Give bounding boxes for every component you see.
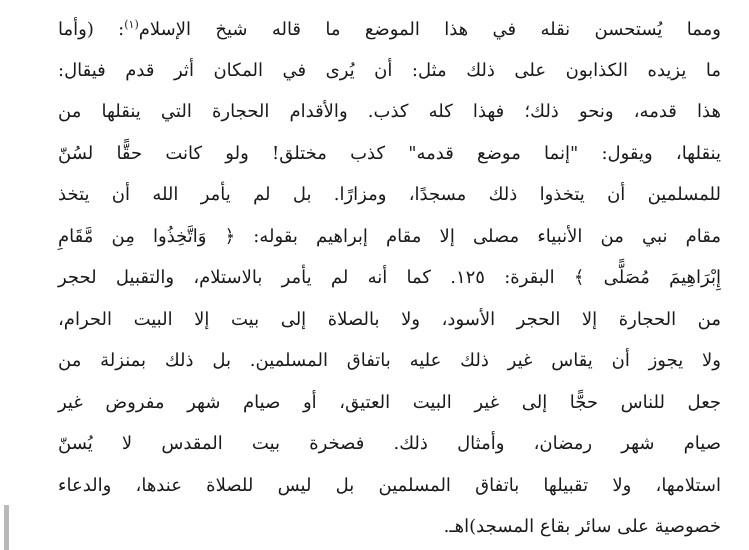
text-line-12: استلامها، ولا تقبيلها باتفاق المسلمين بل ليس للصلاة عندها، والدعاء [58, 475, 721, 496]
text-line-13: خصوصية على سائر بقاع المسجد)اهـ. [443, 516, 721, 537]
text-line-1-main: ومما يُستحسن نقله في هذا الموضع ما قاله شيخ الإسلام [138, 19, 721, 40]
text-line-3: هذا قدمه، ونحو ذلك؛ فهذا كله كذب. والأقدام الحجارة التي ينقلها من [58, 101, 721, 122]
text-line-11: صيام شهر رمضان، وأمثال ذلك. فصخرة بيت المقدس لا يُسنّ [58, 433, 721, 454]
text-line-6: مقام نبي من الأنبياء مصلى إلا مقام إبراهيم بقوله: ﴿ وَاتَّخِذُوا مِن مَّقَامِ [58, 226, 721, 247]
text-line-9: ولا يجوز أن يقاس غير ذلك عليه باتفاق المسلمين. بل ذلك بمنزلة من [58, 350, 721, 371]
text-line-5: للمسلمين أن يتخذوا ذلك مسجدًا، ومزارًا. بل لم يأمر الله أن يتخذ [58, 184, 721, 205]
text-line-4: ينقلها، ويقول: "إنما موضع قدمه" كذب مختلق! ولو كانت حقًّا لسُنّ [58, 143, 721, 164]
text-line-8: من الحجارة إلا الحجر الأسود، ولا بالصلاة إلى بيت إلا البيت الحرام، [58, 309, 721, 330]
text-line-1-tail: : (وأما [58, 19, 125, 40]
footnote-marker: (١) [124, 18, 139, 31]
text-line-2: ما يزيده الكذابون على ذلك مثل: أن يُرى في المكان أثر قدم فيقال: [58, 60, 721, 81]
scan-edge-mark [4, 505, 9, 550]
text-line-7: إِبْرَاهِيمَ مُصَلًّى ﴾ البقرة: ١٢٥. كما أنه لم يأمر بالاستلام، والتقبيل لحجر [58, 267, 721, 288]
text-line-10: جعل للناس حجًّا إلى غير البيت العتيق، أو صيام شهر مفروض غير [58, 392, 721, 413]
text-line-1 [58, 19, 721, 41]
